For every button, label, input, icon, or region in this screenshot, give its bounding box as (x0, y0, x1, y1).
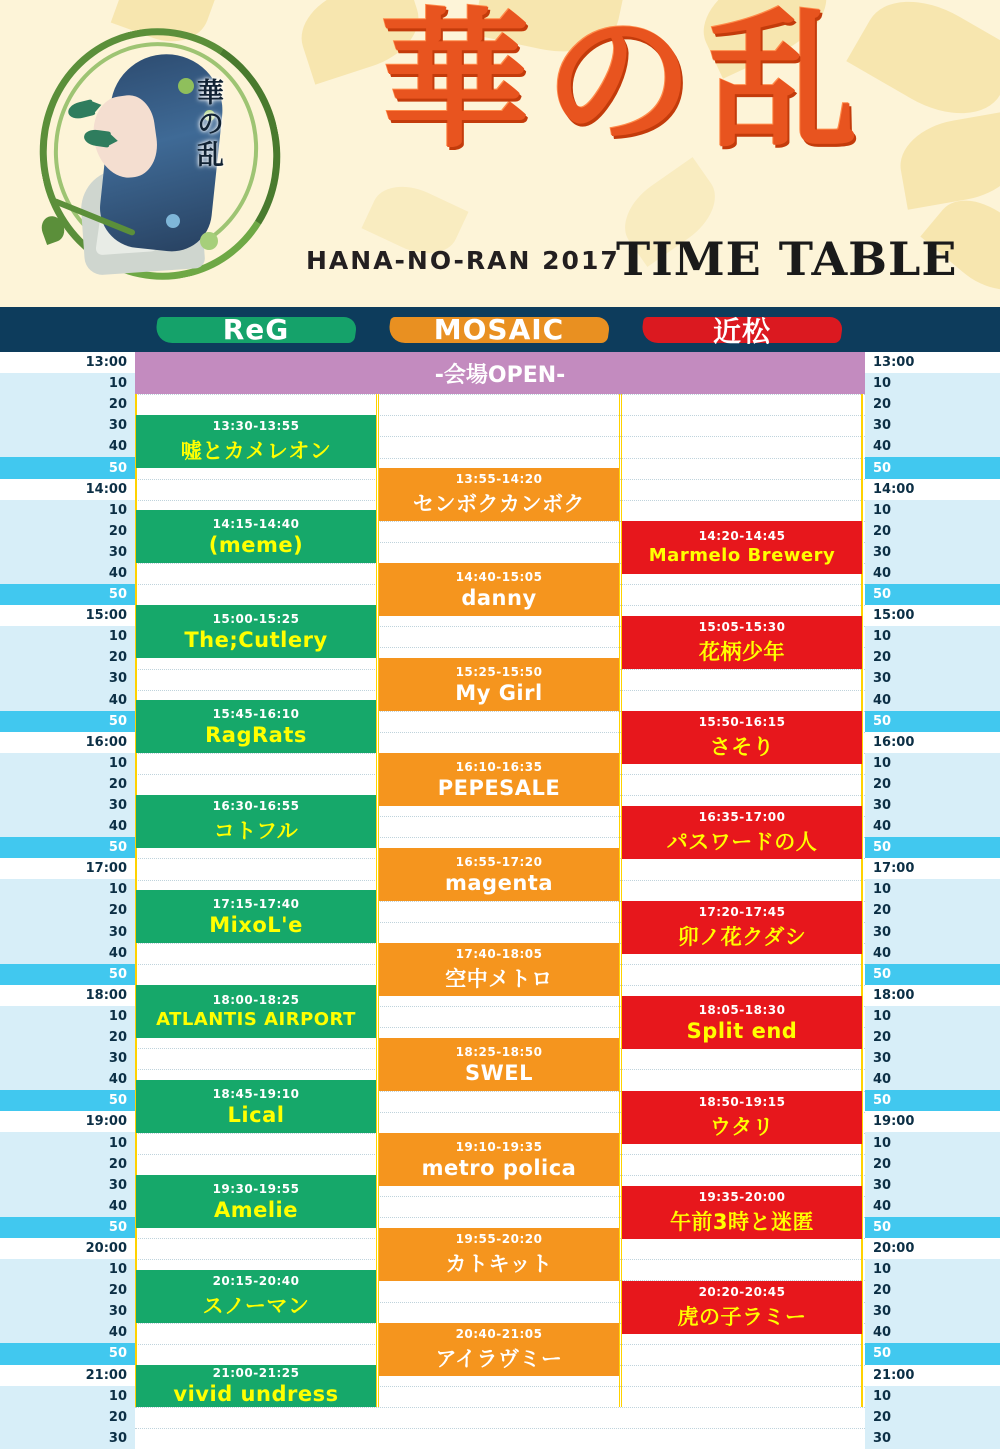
slot-time: 20:20-20:45 (698, 1284, 786, 1299)
time-label-right: 13:00 (865, 352, 1000, 373)
time-label-right: 50 (865, 457, 1000, 478)
performance-slot[interactable] (136, 1175, 376, 1228)
performance-slot[interactable] (622, 616, 862, 669)
performance-slot[interactable] (136, 415, 376, 468)
time-label-right: 40 (865, 1069, 1000, 1090)
time-label-left: 20 (0, 1154, 135, 1175)
grid-line (135, 1428, 865, 1429)
time-label-right: 50 (865, 711, 1000, 732)
slot-time: 16:55-17:20 (455, 854, 543, 869)
performance-slot[interactable] (379, 1038, 619, 1091)
time-label-right: 50 (865, 1217, 1000, 1238)
slot-time: 15:45-16:10 (212, 706, 300, 721)
time-label-left: 20 (0, 647, 135, 668)
time-axis-right (865, 352, 1000, 1446)
time-label-right: 10 (865, 500, 1000, 521)
time-label-left: 50 (0, 837, 135, 858)
performance-slot[interactable] (136, 985, 376, 1038)
stage-name-2: 近松 (712, 314, 771, 348)
slot-artist-name: センボクカンボク (413, 491, 585, 516)
performance-slot[interactable] (136, 795, 376, 848)
time-label-left: 13:00 (0, 352, 135, 373)
time-label-right: 10 (865, 879, 1000, 900)
time-label-left: 30 (0, 668, 135, 689)
performance-slot[interactable] (622, 1281, 862, 1334)
time-label-right: 50 (865, 837, 1000, 858)
time-label-left: 10 (0, 879, 135, 900)
time-label-left: 40 (0, 943, 135, 964)
time-label-right: 30 (865, 415, 1000, 436)
time-label-right: 30 (865, 922, 1000, 943)
time-label-right: 21:00 (865, 1365, 1000, 1386)
slot-artist-name: ATLANTIS AIRPORT (156, 1009, 356, 1030)
slot-artist-name: スノーマン (202, 1293, 310, 1318)
page-subtitle: HANA-NO-RAN 2017 (306, 246, 620, 275)
slot-artist-name: 空中メトロ (445, 966, 553, 991)
time-label-right: 20 (865, 394, 1000, 415)
time-label-right: 10 (865, 1006, 1000, 1027)
slot-time: 15:25-15:50 (455, 664, 543, 679)
time-label-right: 16:00 (865, 732, 1000, 753)
performance-slot[interactable] (622, 1186, 862, 1239)
venue-open-banner: -会場OPEN- (135, 352, 865, 394)
festival-logo (28, 18, 280, 280)
time-label-right: 30 (865, 1175, 1000, 1196)
time-label-right: 40 (865, 816, 1000, 837)
slot-artist-name: PEPESALE (437, 775, 561, 800)
performance-slot[interactable] (136, 1080, 376, 1133)
slot-time: 19:30-19:55 (212, 1181, 300, 1196)
time-label-left: 30 (0, 795, 135, 816)
logo-dot (200, 232, 218, 250)
time-label-left: 30 (0, 415, 135, 436)
time-label-left: 20 (0, 1027, 135, 1048)
slot-artist-name: さそり (709, 734, 775, 759)
time-label-left: 30 (0, 1301, 135, 1322)
time-label-left: 30 (0, 1175, 135, 1196)
slot-time: 14:20-14:45 (698, 529, 786, 543)
slot-time: 14:15-14:40 (212, 516, 300, 531)
time-label-right: 30 (865, 542, 1000, 563)
time-label-left: 10 (0, 1006, 135, 1027)
time-label-right: 10 (865, 1386, 1000, 1407)
slot-time: 13:30-13:55 (212, 418, 300, 433)
performance-slot[interactable] (379, 1323, 619, 1376)
slot-time: 15:50-16:15 (698, 714, 786, 729)
time-label-left: 16:00 (0, 732, 135, 753)
slot-time: 21:00-21:25 (212, 1366, 300, 1380)
slot-time: 16:30-16:55 (212, 798, 300, 813)
time-label-left: 40 (0, 690, 135, 711)
time-label-right: 30 (865, 1428, 1000, 1449)
slot-artist-name: Lical (227, 1102, 285, 1127)
poster-header (0, 0, 1000, 307)
slot-time: 18:45-19:10 (212, 1086, 300, 1101)
slot-artist-name: カトキット (445, 1251, 553, 1276)
slot-artist-name: metro polica (421, 1155, 577, 1180)
slot-time: 18:25-18:50 (455, 1044, 543, 1059)
time-label-right: 10 (865, 1132, 1000, 1153)
time-label-left: 20 (0, 521, 135, 542)
time-label-right: 20 (865, 647, 1000, 668)
stage-header-bar (0, 307, 1000, 352)
time-label-left: 20:00 (0, 1238, 135, 1259)
slot-time: 16:10-16:35 (455, 759, 543, 774)
time-label-left: 10 (0, 500, 135, 521)
slot-time: 18:00-18:25 (212, 993, 300, 1007)
time-label-left: 40 (0, 563, 135, 584)
slot-artist-name: (meme) (208, 532, 304, 557)
performance-slot[interactable] (379, 468, 619, 521)
time-label-right: 40 (865, 1322, 1000, 1343)
time-label-left: 40 (0, 436, 135, 457)
performance-slot[interactable] (379, 1228, 619, 1281)
time-label-right: 50 (865, 1343, 1000, 1364)
slot-artist-name: My Girl (455, 680, 543, 705)
grid-line (135, 1407, 865, 1408)
time-label-left: 18:00 (0, 985, 135, 1006)
time-label-right: 40 (865, 563, 1000, 584)
performance-slot[interactable] (622, 1091, 862, 1144)
performance-slot[interactable] (379, 943, 619, 996)
time-label-left: 17:00 (0, 858, 135, 879)
time-label-left: 20 (0, 774, 135, 795)
performance-slot[interactable] (379, 563, 619, 616)
time-label-left: 30 (0, 542, 135, 563)
slot-time: 20:40-21:05 (455, 1326, 543, 1341)
time-label-left: 20 (0, 900, 135, 921)
time-label-left: 50 (0, 1343, 135, 1364)
slot-time: 13:55-14:20 (455, 471, 543, 486)
performance-slot[interactable] (622, 901, 862, 954)
slot-time: 20:15-20:40 (212, 1273, 300, 1288)
time-label-right: 20 (865, 521, 1000, 542)
slot-time: 17:20-17:45 (698, 904, 786, 919)
slot-artist-name: 卯ノ花クダシ (677, 924, 807, 949)
time-label-left: 20 (0, 1407, 135, 1428)
slot-time: 19:10-19:35 (455, 1139, 543, 1154)
time-label-left: 20 (0, 394, 135, 415)
time-label-left: 20 (0, 1280, 135, 1301)
time-label-left: 50 (0, 457, 135, 478)
time-label-left: 40 (0, 1196, 135, 1217)
time-label-right: 50 (865, 1090, 1000, 1111)
time-label-left: 40 (0, 1069, 135, 1090)
time-label-left: 10 (0, 373, 135, 394)
time-label-left: 40 (0, 816, 135, 837)
slot-artist-name: ウタリ (709, 1114, 775, 1139)
performance-slot[interactable] (136, 1365, 376, 1407)
timetable-grid (0, 352, 1000, 1446)
stage-name-1: MOSAIC (433, 313, 565, 346)
performance-slot[interactable] (136, 1270, 376, 1323)
time-label-right: 15:00 (865, 605, 1000, 626)
performance-slot[interactable] (379, 848, 619, 901)
time-label-right: 40 (865, 943, 1000, 964)
time-label-right: 20 (865, 900, 1000, 921)
time-label-right: 10 (865, 1259, 1000, 1280)
time-label-right: 20 (865, 1154, 1000, 1175)
time-label-right: 50 (865, 584, 1000, 605)
time-axis-left (0, 352, 135, 1446)
leaf-decoration (894, 110, 1000, 210)
slot-artist-name: Amelie (213, 1197, 299, 1222)
time-label-right: 19:00 (865, 1111, 1000, 1132)
time-label-right: 10 (865, 373, 1000, 394)
time-label-left: 10 (0, 626, 135, 647)
time-label-right: 20 (865, 1027, 1000, 1048)
slot-artist-name: パスワードの人 (666, 829, 818, 854)
stage-header-chikamatsu (621, 307, 863, 352)
slot-artist-name: コトフル (213, 818, 299, 843)
performance-slot[interactable] (136, 890, 376, 943)
lane-chikamatsu (621, 352, 863, 1407)
slot-artist-name: SWEL (464, 1060, 533, 1085)
time-label-left: 10 (0, 1132, 135, 1153)
slot-artist-name: RagRats (205, 722, 307, 747)
time-label-right: 10 (865, 626, 1000, 647)
slot-artist-name: Split end (686, 1018, 798, 1043)
slot-artist-name: 花柄少年 (699, 639, 785, 664)
time-label-right: 30 (865, 1301, 1000, 1322)
time-label-right: 20 (865, 774, 1000, 795)
slot-artist-name: アイラヴミー (435, 1346, 563, 1371)
performance-slot[interactable] (379, 1133, 619, 1186)
time-label-left: 15:00 (0, 605, 135, 626)
stage-lanes (135, 352, 865, 1407)
slot-artist-name: MixoL'e (209, 912, 303, 937)
stage-header-mosaic (378, 307, 620, 352)
slot-time: 19:35-20:00 (698, 1189, 786, 1204)
slot-artist-name: 嘘とカメレオン (180, 438, 332, 463)
time-label-left: 40 (0, 1322, 135, 1343)
time-label-left: 14:00 (0, 479, 135, 500)
slot-time: 15:00-15:25 (212, 611, 300, 626)
performance-slot[interactable] (136, 510, 376, 563)
time-label-right: 17:00 (865, 858, 1000, 879)
time-label-left: 30 (0, 922, 135, 943)
slot-time: 16:35-17:00 (698, 809, 786, 824)
stage-header-reg (135, 307, 377, 352)
slot-time: 19:55-20:20 (455, 1231, 543, 1246)
time-label-right: 18:00 (865, 985, 1000, 1006)
time-label-right: 40 (865, 690, 1000, 711)
time-label-left: 19:00 (0, 1111, 135, 1132)
time-label-left: 10 (0, 1386, 135, 1407)
slot-artist-name: vivid undress (173, 1382, 339, 1406)
slot-artist-name: magenta (445, 870, 553, 895)
time-label-right: 20 (865, 1280, 1000, 1301)
performance-slot[interactable] (136, 700, 376, 753)
stage-name-0: ReG (222, 313, 290, 346)
slot-artist-name: danny (461, 585, 537, 610)
time-label-left: 50 (0, 711, 135, 732)
time-label-left: 50 (0, 1217, 135, 1238)
performance-slot[interactable] (622, 711, 862, 764)
slot-time: 15:05-15:30 (698, 619, 786, 634)
slot-artist-name: Marmelo Brewery (648, 545, 836, 566)
time-label-left: 50 (0, 584, 135, 605)
slot-time: 18:50-19:15 (698, 1094, 786, 1109)
performance-slot[interactable] (622, 521, 862, 574)
time-label-right: 30 (865, 668, 1000, 689)
performance-slot[interactable] (136, 605, 376, 658)
time-label-right: 20 (865, 1407, 1000, 1428)
slot-time: 17:15-17:40 (212, 896, 300, 911)
performance-slot[interactable] (379, 658, 619, 711)
slot-artist-name: 午前3時と迷匿 (669, 1209, 815, 1234)
logo-dot (166, 214, 180, 228)
performance-slot[interactable] (622, 806, 862, 859)
time-label-left: 50 (0, 964, 135, 985)
slot-time: 14:40-15:05 (455, 569, 543, 584)
slot-artist-name: 虎の子ラミー (677, 1304, 807, 1329)
time-label-right: 40 (865, 436, 1000, 457)
logo-label: 華の乱 (192, 78, 223, 171)
time-label-left: 10 (0, 1259, 135, 1280)
time-label-right: 10 (865, 753, 1000, 774)
slot-time: 17:40-18:05 (455, 946, 543, 961)
slot-artist-name: The;Cutlery (184, 627, 328, 652)
time-label-left: 10 (0, 753, 135, 774)
time-label-left: 30 (0, 1048, 135, 1069)
page-title-en: TIME TABLE (616, 232, 958, 286)
time-label-right: 50 (865, 964, 1000, 985)
time-label-right: 14:00 (865, 479, 1000, 500)
performance-slot[interactable] (622, 996, 862, 1049)
time-label-right: 30 (865, 1048, 1000, 1069)
page-title-jp: 華の乱 (380, 0, 873, 169)
time-label-left: 30 (0, 1428, 135, 1449)
slot-time: 18:05-18:30 (698, 1002, 786, 1017)
time-label-left: 21:00 (0, 1365, 135, 1386)
performance-slot[interactable] (379, 753, 619, 806)
time-label-left: 50 (0, 1090, 135, 1111)
time-label-right: 40 (865, 1196, 1000, 1217)
time-label-right: 30 (865, 795, 1000, 816)
time-label-right: 20:00 (865, 1238, 1000, 1259)
